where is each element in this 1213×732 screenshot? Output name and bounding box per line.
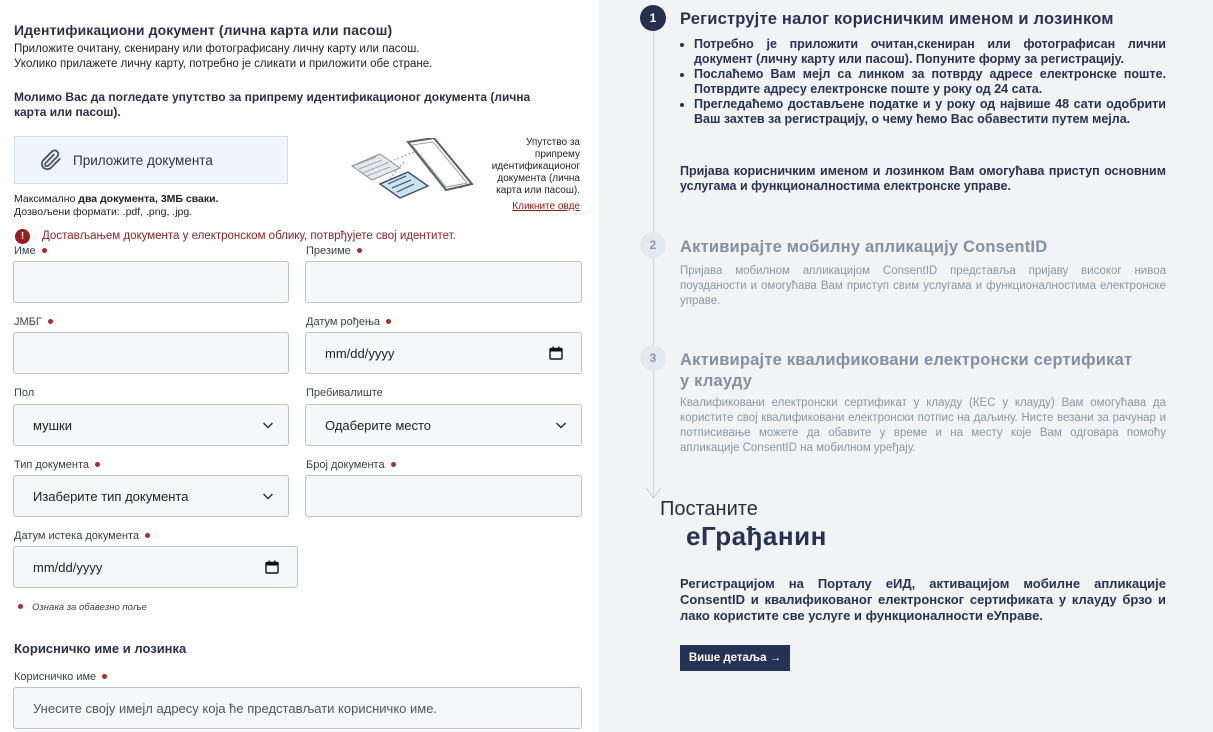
jmbg-input[interactable] bbox=[13, 332, 289, 374]
more-details-button[interactable]: Више детаља → bbox=[680, 645, 790, 671]
step-1-badge: 1 bbox=[640, 5, 666, 31]
first-name-input[interactable] bbox=[13, 261, 289, 303]
required-dot bbox=[42, 248, 47, 253]
step-2-text: Пријава мобилном апликацијом ConsentID представља пријаву високог нивоа поузданости и омогућава Вам приступ свим услугама и функционалностима електронске управе. bbox=[680, 265, 1166, 307]
username-placeholder: Унесите своју имејл адресу која ће представљати корисничко име. bbox=[33, 700, 438, 716]
upload-limits: Максимално два документа, 3МБ сваки. bbox=[14, 193, 219, 205]
error-icon: ! bbox=[15, 229, 30, 244]
jmbg-label: ЈМБГ bbox=[14, 316, 53, 328]
instructions-caption: Упутство за припрему идентификационог документа (лична карта или пасош). bbox=[491, 137, 580, 196]
step-2-title: Активирајте мобилну апликацију ConsentID bbox=[680, 238, 1048, 256]
step-1-title: Региструјте налог корисничким именом и лозинком bbox=[680, 10, 1114, 28]
residence-value: Одаберите место bbox=[325, 417, 432, 433]
document-expiry-input[interactable] bbox=[13, 546, 298, 588]
required-dot bbox=[48, 319, 53, 324]
calendar-icon[interactable] bbox=[549, 346, 563, 360]
step-3-badge: 3 bbox=[640, 345, 666, 371]
step-3-title: Активирајте квалификовани електронски сертификат у клауду bbox=[680, 351, 1133, 390]
residence-label: Пребивалиште bbox=[306, 387, 383, 399]
first-name-label: Име bbox=[14, 245, 47, 257]
username-input[interactable] bbox=[13, 687, 582, 729]
instructions-notice-1: Молимо Вас да погледате упутство за припрему идентификационог документа (лична bbox=[14, 90, 531, 104]
step-1-text: Пријава корисничким именом и лозинком Вам омогућава приступ основним услугама и функционалностима електронске управе. bbox=[680, 164, 1166, 193]
birth-date-value: mm/dd/yyyy bbox=[325, 345, 395, 361]
list-item: Послаћемо Вам мејл са линком за потврду адресе електронске поште. Потврдите адресу електронске поште у року од 24 сата. bbox=[680, 67, 1166, 97]
chevron-down-icon bbox=[555, 419, 567, 431]
gender-value: мушки bbox=[33, 417, 72, 433]
required-dot bbox=[18, 604, 23, 609]
instructions-link[interactable]: Кликните овде bbox=[512, 201, 580, 212]
document-number-input[interactable] bbox=[305, 475, 582, 517]
username-label: Корисничко име bbox=[14, 671, 107, 683]
chevron-down-icon bbox=[262, 490, 274, 502]
document-type-label: Тип документа bbox=[14, 459, 100, 471]
allowed-formats: Дозвољени формати: .pdf, .png, .jpg. bbox=[14, 206, 193, 218]
chevron-down-icon bbox=[262, 419, 274, 431]
birth-date-label: Датум рођења bbox=[306, 316, 391, 328]
mandatory-field-note: Ознака за обавезно поље bbox=[18, 602, 147, 613]
brand-name: еГрађанин bbox=[686, 521, 827, 551]
document-phone-illustration bbox=[350, 138, 475, 204]
last-name-input[interactable] bbox=[305, 261, 582, 303]
required-dot bbox=[391, 462, 396, 467]
list-item: Прегледаћемо достављене податке и у року од највише 48 сати одобрити Ваш захтев за регистрацију, о чему ћемо Вас обавестити путем мејла. bbox=[680, 97, 1166, 127]
required-dot bbox=[145, 533, 150, 538]
document-number-label: Број документа bbox=[306, 459, 396, 471]
gender-select[interactable] bbox=[13, 404, 289, 446]
identity-warning: Достављањем документа у електронском облику, потврђујете свој идентитет. bbox=[42, 230, 456, 242]
summary-text: Регистрацијом на Порталу еИД, активацијом мобилне апликације ConsentID и квалификованог електронског сертификата у клауду брзо и лако користите све услуге и функционалности еУправе. bbox=[680, 576, 1166, 623]
document-expiry-label: Датум истека документа bbox=[14, 530, 150, 542]
step-2-badge: 2 bbox=[640, 232, 666, 258]
step-3-text: Квалификовани електронски сертификат у клауду (КЕС у клауду) Вам омогућава да користите свој квалификовани електронски потпис на даљину. Нисте везани за рачунар и потписивање можете да обавите у време и на месту које Вам одговара помоћу апликације ConsentID на мобилном уређају. bbox=[680, 397, 1166, 454]
become-label: Постаните bbox=[660, 498, 758, 520]
step-1-bullets bbox=[680, 37, 1166, 127]
instructions-notice-2: карта или пасош). bbox=[14, 105, 121, 119]
attach-documents-button[interactable] bbox=[14, 136, 288, 184]
paperclip-icon bbox=[37, 147, 63, 173]
document-expiry-value: mm/dd/yyyy bbox=[33, 559, 103, 575]
required-dot bbox=[95, 462, 100, 467]
residence-select[interactable] bbox=[305, 404, 582, 446]
document-type-select[interactable] bbox=[13, 475, 289, 517]
credentials-section-title: Корисничко име и лозинка bbox=[14, 641, 187, 656]
required-dot bbox=[357, 248, 362, 253]
id-document-desc-1: Приложите очитану, скенирану или фотографисану личну карту или пасош. bbox=[14, 43, 420, 55]
birth-date-input[interactable] bbox=[305, 332, 582, 374]
gender-label: Пол bbox=[14, 387, 35, 399]
last-name-label: Презиме bbox=[306, 245, 362, 257]
id-document-desc-2: Уколико прилажете личну карту, потребно је сликати и приложити обе стране. bbox=[14, 58, 433, 70]
required-dot bbox=[386, 319, 391, 324]
required-dot bbox=[102, 674, 107, 679]
list-item: Потребно је приложити очитан,скениран или фотографисан лични документ (личну карту или пасош). Попуните форму за регистрацију. bbox=[680, 37, 1166, 67]
arrow-down-icon bbox=[644, 440, 664, 502]
id-document-title: Идентификациони документ (лична карта или пасош) bbox=[14, 22, 393, 38]
attach-documents-label: Приложите документа bbox=[73, 152, 213, 168]
calendar-icon[interactable] bbox=[265, 560, 279, 574]
document-type-value: Изаберите тип документа bbox=[33, 488, 189, 504]
